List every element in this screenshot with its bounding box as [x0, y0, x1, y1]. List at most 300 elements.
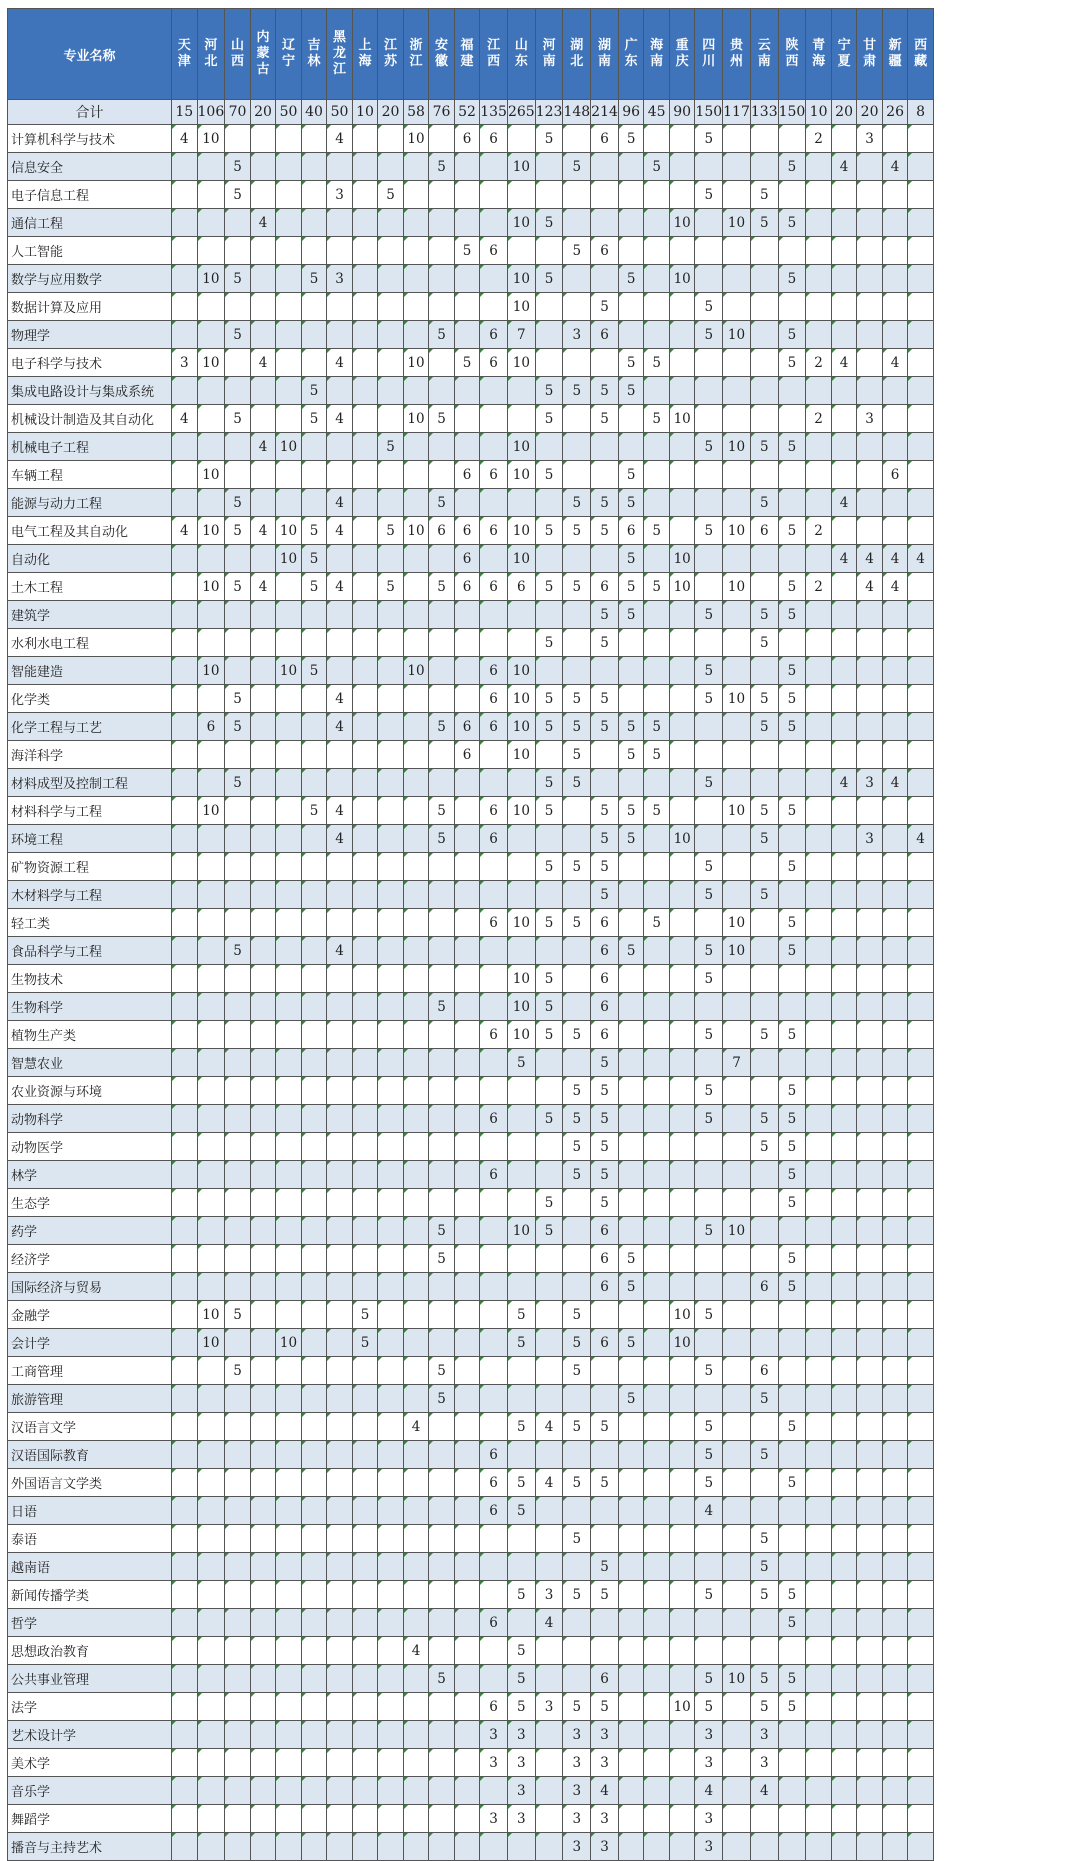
quota-cell	[197, 1581, 225, 1609]
quota-cell: 4	[831, 153, 857, 181]
quota-cell	[378, 657, 404, 685]
quota-cell: 5	[778, 685, 806, 713]
quota-cell: 5	[591, 1469, 619, 1497]
quota-cell	[882, 713, 908, 741]
quota-cell	[535, 1133, 563, 1161]
quota-cell	[225, 797, 251, 825]
quota-cell	[644, 489, 670, 517]
quota-cell: 5	[301, 517, 327, 545]
quota-cell: 5	[695, 1105, 723, 1133]
quota-cell: 6	[750, 1357, 778, 1385]
table-row	[8, 937, 934, 965]
quota-cell	[644, 1329, 670, 1357]
quota-cell: 6	[480, 1609, 508, 1637]
quota-cell	[403, 1217, 429, 1245]
quota-cell	[618, 1441, 644, 1469]
quota-cell	[778, 1525, 806, 1553]
quota-cell	[695, 1329, 723, 1357]
quota-cell	[908, 1301, 934, 1329]
quota-cell	[352, 1497, 378, 1525]
quota-cell	[225, 1469, 251, 1497]
quota-cell	[172, 1329, 198, 1357]
quota-cell	[480, 209, 508, 237]
quota-cell	[225, 1665, 251, 1693]
quota-cell	[723, 349, 751, 377]
quota-cell: 5	[644, 349, 670, 377]
province-label: 湖 北	[570, 38, 584, 69]
quota-cell	[644, 1609, 670, 1637]
quota-cell	[778, 1805, 806, 1833]
quota-cell: 5	[507, 1693, 535, 1721]
table-row	[8, 1553, 934, 1581]
quota-cell: 5	[563, 1469, 591, 1497]
quota-cell	[403, 1777, 429, 1805]
quota-cell	[591, 461, 619, 489]
quota-cell	[352, 1553, 378, 1581]
quota-cell	[563, 1497, 591, 1525]
quota-cell: 5	[225, 405, 251, 433]
quota-cell	[429, 1525, 455, 1553]
quota-cell: 5	[535, 573, 563, 601]
quota-cell	[507, 1441, 535, 1469]
quota-cell: 5	[644, 405, 670, 433]
table-row	[8, 153, 934, 181]
quota-cell	[806, 1721, 832, 1749]
quota-cell	[327, 1581, 353, 1609]
province-label: 山 东	[514, 38, 528, 69]
quota-cell	[225, 1189, 251, 1217]
quota-cell: 5	[563, 489, 591, 517]
quota-cell	[695, 489, 723, 517]
quota-cell	[778, 545, 806, 573]
quota-cell	[276, 909, 302, 937]
quota-cell: 5	[563, 1105, 591, 1133]
quota-cell	[908, 461, 934, 489]
quota-cell: 3	[327, 181, 353, 209]
quota-cell	[378, 377, 404, 405]
quota-cell	[908, 1077, 934, 1105]
total-cell: 50	[327, 100, 353, 125]
quota-cell	[908, 573, 934, 601]
quota-cell	[669, 377, 695, 405]
quota-cell: 10	[507, 209, 535, 237]
quota-cell	[831, 741, 857, 769]
quota-cell	[618, 1721, 644, 1749]
province-header	[250, 9, 276, 100]
quota-cell: 10	[669, 265, 695, 293]
quota-cell	[908, 265, 934, 293]
quota-cell	[429, 853, 455, 881]
quota-cell	[535, 1329, 563, 1357]
quota-cell	[750, 1077, 778, 1105]
quota-cell: 4	[327, 685, 353, 713]
quota-cell	[378, 1245, 404, 1273]
major-name: 生物科学	[8, 993, 172, 1021]
quota-cell	[882, 1021, 908, 1049]
quota-cell: 5	[618, 937, 644, 965]
quota-cell	[507, 1105, 535, 1133]
quota-cell	[908, 1413, 934, 1441]
quota-cell: 3	[535, 1693, 563, 1721]
quota-cell	[327, 321, 353, 349]
quota-cell	[172, 853, 198, 881]
table-row	[8, 1441, 934, 1469]
quota-cell	[403, 237, 429, 265]
quota-cell	[327, 741, 353, 769]
quota-cell	[535, 153, 563, 181]
quota-cell	[669, 461, 695, 489]
quota-cell	[480, 1553, 508, 1581]
table-row	[8, 1469, 934, 1497]
quota-cell	[723, 1161, 751, 1189]
quota-cell	[327, 1469, 353, 1497]
province-label: 江 苏	[383, 38, 397, 69]
quota-cell	[301, 461, 327, 489]
quota-cell	[327, 1189, 353, 1217]
quota-cell	[454, 797, 480, 825]
quota-cell: 5	[618, 265, 644, 293]
quota-cell	[197, 1217, 225, 1245]
quota-cell	[831, 1077, 857, 1105]
quota-cell	[750, 1833, 778, 1861]
major-name: 会计学	[8, 1329, 172, 1357]
quota-cell	[225, 349, 251, 377]
quota-cell	[535, 1161, 563, 1189]
quota-cell	[591, 433, 619, 461]
quota-cell	[806, 1329, 832, 1357]
quota-cell: 4	[882, 573, 908, 601]
quota-cell	[750, 573, 778, 601]
table-row	[8, 993, 934, 1021]
quota-cell: 6	[591, 321, 619, 349]
quota-cell	[327, 1805, 353, 1833]
major-name: 能源与动力工程	[8, 489, 172, 517]
quota-cell	[301, 1357, 327, 1385]
quota-cell	[352, 909, 378, 937]
quota-cell	[378, 1469, 404, 1497]
quota-cell: 6	[454, 713, 480, 741]
quota-cell	[908, 1133, 934, 1161]
quota-cell: 6	[591, 125, 619, 153]
quota-cell	[750, 1217, 778, 1245]
quota-cell	[276, 1441, 302, 1469]
major-name: 车辆工程	[8, 461, 172, 489]
quota-cell	[695, 1609, 723, 1637]
quota-cell	[618, 1609, 644, 1637]
quota-cell	[403, 825, 429, 853]
quota-cell: 5	[591, 881, 619, 909]
quota-cell: 5	[778, 573, 806, 601]
province-header	[197, 9, 225, 100]
quota-cell	[806, 1189, 832, 1217]
quota-cell	[806, 209, 832, 237]
quota-cell: 5	[618, 1385, 644, 1413]
quota-cell	[454, 965, 480, 993]
quota-cell	[276, 489, 302, 517]
quota-cell	[480, 1385, 508, 1413]
province-label: 内 蒙 古	[256, 30, 270, 77]
province-header	[750, 9, 778, 100]
quota-cell	[723, 1525, 751, 1553]
major-name: 数据计算及应用	[8, 293, 172, 321]
quota-cell	[403, 1525, 429, 1553]
major-name: 动物医学	[8, 1133, 172, 1161]
quota-cell	[908, 881, 934, 909]
quota-cell	[172, 1273, 198, 1301]
quota-cell	[352, 741, 378, 769]
quota-cell: 5	[301, 797, 327, 825]
quota-cell: 5	[778, 1133, 806, 1161]
major-name: 物理学	[8, 321, 172, 349]
quota-cell: 10	[723, 1665, 751, 1693]
major-name: 智慧农业	[8, 1049, 172, 1077]
quota-cell	[454, 993, 480, 1021]
quota-cell	[908, 1609, 934, 1637]
quota-cell: 5	[378, 573, 404, 601]
quota-cell	[197, 321, 225, 349]
quota-cell	[618, 1301, 644, 1329]
quota-cell	[403, 881, 429, 909]
quota-cell	[669, 1609, 695, 1637]
quota-cell	[429, 237, 455, 265]
quota-cell	[507, 769, 535, 797]
quota-cell: 5	[535, 629, 563, 657]
quota-cell: 6	[618, 517, 644, 545]
quota-cell	[378, 1301, 404, 1329]
quota-cell	[750, 1497, 778, 1525]
table-row	[8, 741, 934, 769]
quota-cell	[831, 1525, 857, 1553]
quota-cell	[618, 965, 644, 993]
province-header	[778, 9, 806, 100]
quota-cell: 5	[535, 405, 563, 433]
quota-cell: 4	[857, 573, 883, 601]
quota-cell	[908, 1245, 934, 1273]
quota-cell	[831, 1581, 857, 1609]
quota-cell	[908, 433, 934, 461]
quota-cell: 5	[778, 209, 806, 237]
quota-cell	[197, 993, 225, 1021]
quota-cell	[429, 629, 455, 657]
quota-cell: 4	[695, 1497, 723, 1525]
quota-cell	[301, 909, 327, 937]
quota-cell	[723, 489, 751, 517]
quota-cell	[250, 741, 276, 769]
major-name: 智能建造	[8, 657, 172, 685]
quota-cell: 5	[591, 1049, 619, 1077]
quota-cell	[618, 1665, 644, 1693]
total-cell: 20	[857, 100, 883, 125]
quota-cell	[403, 1133, 429, 1161]
quota-cell	[806, 1833, 832, 1861]
quota-cell: 5	[225, 1357, 251, 1385]
major-name: 生物技术	[8, 965, 172, 993]
quota-cell	[429, 1273, 455, 1301]
province-label: 吉 林	[307, 38, 321, 69]
quota-cell	[276, 797, 302, 825]
quota-cell: 5	[563, 1329, 591, 1357]
quota-cell	[908, 1105, 934, 1133]
quota-cell	[563, 1217, 591, 1245]
quota-cell	[327, 433, 353, 461]
quota-cell	[454, 1441, 480, 1469]
quota-cell	[172, 321, 198, 349]
quota-cell	[429, 1721, 455, 1749]
quota-cell	[327, 1721, 353, 1749]
quota-cell	[882, 1693, 908, 1721]
quota-cell	[225, 461, 251, 489]
quota-cell: 5	[695, 1693, 723, 1721]
quota-cell	[378, 489, 404, 517]
quota-cell: 5	[778, 1105, 806, 1133]
quota-cell	[352, 349, 378, 377]
quota-cell	[750, 1637, 778, 1665]
quota-cell	[882, 1329, 908, 1357]
quota-cell	[882, 657, 908, 685]
major-name: 哲学	[8, 1609, 172, 1637]
quota-cell	[225, 1609, 251, 1637]
quota-cell	[250, 1049, 276, 1077]
quota-cell: 5	[618, 825, 644, 853]
quota-cell	[831, 1245, 857, 1273]
quota-cell	[352, 517, 378, 545]
quota-cell	[250, 1497, 276, 1525]
quota-cell	[535, 1385, 563, 1413]
quota-cell	[857, 1581, 883, 1609]
quota-cell	[669, 1749, 695, 1777]
quota-cell	[250, 1413, 276, 1441]
major-name: 泰语	[8, 1525, 172, 1553]
province-header	[563, 9, 591, 100]
quota-cell	[352, 1833, 378, 1861]
quota-cell	[644, 293, 670, 321]
quota-cell	[454, 153, 480, 181]
quota-cell: 6	[480, 713, 508, 741]
table-row	[8, 377, 934, 405]
quota-cell	[480, 601, 508, 629]
quota-cell	[454, 1553, 480, 1581]
quota-cell	[225, 741, 251, 769]
quota-cell	[750, 1805, 778, 1833]
totals-label: 合计	[8, 100, 172, 125]
quota-cell	[352, 1441, 378, 1469]
quota-cell: 6	[480, 825, 508, 853]
quota-cell: 6	[454, 573, 480, 601]
quota-cell	[378, 1217, 404, 1245]
quota-cell	[831, 1049, 857, 1077]
province-label: 四 川	[702, 38, 716, 69]
quota-cell	[454, 1357, 480, 1385]
quota-cell	[806, 489, 832, 517]
quota-cell	[857, 1301, 883, 1329]
quota-cell	[276, 741, 302, 769]
quota-cell	[429, 461, 455, 489]
quota-cell: 5	[507, 1637, 535, 1665]
province-header	[618, 9, 644, 100]
quota-cell	[618, 1133, 644, 1161]
quota-cell	[197, 601, 225, 629]
quota-cell	[723, 1357, 751, 1385]
quota-cell	[750, 657, 778, 685]
quota-cell	[454, 1525, 480, 1553]
table-row	[8, 489, 934, 517]
quota-cell	[172, 965, 198, 993]
total-cell: 123	[535, 100, 563, 125]
quota-cell	[327, 1301, 353, 1329]
quota-cell	[378, 1525, 404, 1553]
quota-cell	[669, 629, 695, 657]
quota-cell	[857, 1413, 883, 1441]
major-name: 日语	[8, 1497, 172, 1525]
quota-cell	[882, 1833, 908, 1861]
quota-cell: 5	[644, 713, 670, 741]
quota-cell	[695, 629, 723, 657]
quota-cell	[378, 1805, 404, 1833]
quota-cell	[327, 1049, 353, 1077]
quota-cell	[695, 461, 723, 489]
quota-cell	[778, 1637, 806, 1665]
quota-cell	[857, 349, 883, 377]
quota-cell	[250, 1805, 276, 1833]
quota-cell	[327, 153, 353, 181]
quota-cell	[378, 1581, 404, 1609]
quota-cell	[778, 769, 806, 797]
quota-cell	[591, 1637, 619, 1665]
quota-cell	[882, 321, 908, 349]
quota-cell	[535, 1749, 563, 1777]
quota-cell	[250, 181, 276, 209]
quota-cell	[535, 881, 563, 909]
quota-cell	[197, 237, 225, 265]
quota-cell: 6	[480, 1021, 508, 1049]
province-header	[276, 9, 302, 100]
quota-cell	[535, 1441, 563, 1469]
quota-cell: 10	[197, 1301, 225, 1329]
quota-cell	[480, 545, 508, 573]
quota-cell	[454, 489, 480, 517]
quota-cell: 5	[695, 1077, 723, 1105]
table-row	[8, 433, 934, 461]
quota-cell	[806, 797, 832, 825]
quota-cell	[806, 1301, 832, 1329]
quota-cell	[507, 1553, 535, 1581]
quota-cell: 6	[750, 517, 778, 545]
quota-cell	[750, 265, 778, 293]
quota-cell: 5	[750, 181, 778, 209]
total-cell: 52	[454, 100, 480, 125]
quota-cell	[882, 1189, 908, 1217]
quota-cell	[695, 1385, 723, 1413]
major-name: 旅游管理	[8, 1385, 172, 1413]
quota-cell: 5	[778, 1581, 806, 1609]
table-row	[8, 1777, 934, 1805]
quota-cell: 5	[591, 601, 619, 629]
total-cell: 50	[276, 100, 302, 125]
quota-cell: 5	[429, 825, 455, 853]
quota-cell: 5	[591, 797, 619, 825]
quota-cell	[197, 545, 225, 573]
quota-cell	[591, 1609, 619, 1637]
table-row	[8, 1637, 934, 1665]
quota-cell: 4	[908, 545, 934, 573]
quota-cell: 6	[591, 237, 619, 265]
quota-cell	[908, 629, 934, 657]
quota-cell	[857, 1637, 883, 1665]
quota-cell	[352, 433, 378, 461]
quota-cell	[250, 1329, 276, 1357]
quota-cell: 5	[695, 1665, 723, 1693]
major-name: 工商管理	[8, 1357, 172, 1385]
